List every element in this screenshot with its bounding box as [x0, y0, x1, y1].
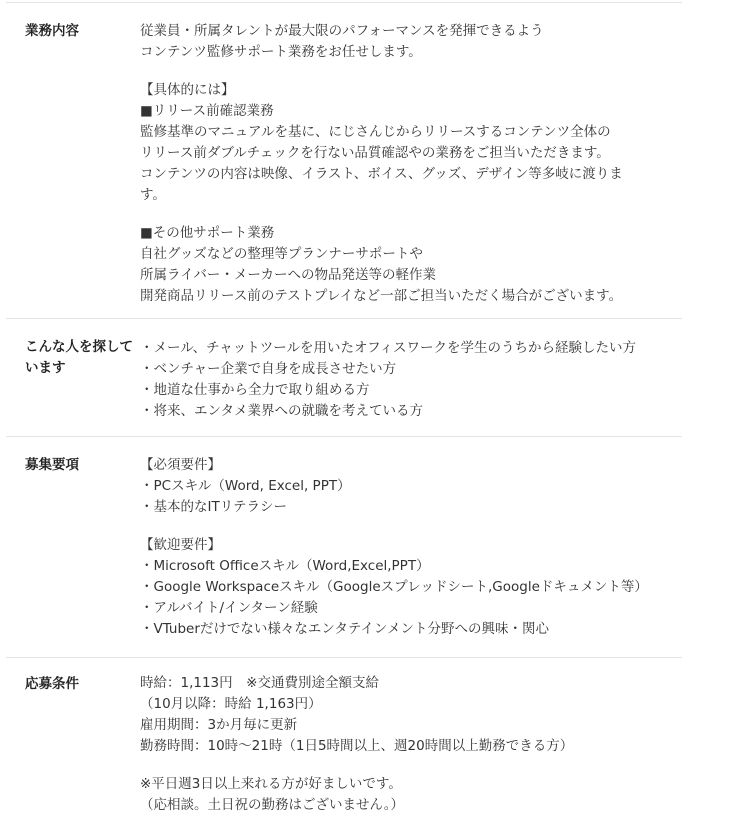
text-line: ・基本的なITリテラシー	[140, 499, 287, 515]
job-detail-table	[6, 3, 682, 818]
text-line: コンテンツの内容は映像、イラスト、ボイス、グッズ、デザイン等多岐に渡りま	[140, 166, 623, 182]
text-line: （応相談。土日祝の勤務はございません。）	[140, 797, 405, 813]
section-content	[140, 319, 682, 436]
section-job-description	[6, 3, 682, 319]
text-line: ■その他サポート業務	[140, 225, 275, 241]
text-line: ・将来、エンタメ業界への就職を考えている方	[140, 403, 423, 419]
section-requirements	[6, 437, 682, 658]
text-line: 従業員・所属タレントが最大限のパフォーマンスを発揮できるよう	[140, 23, 544, 39]
text-line: 所属ライバー・メーカーへの物品発送等の軽作業	[140, 267, 437, 283]
text-line: 時給：1,113円 ※交通費別途全額支給	[140, 675, 379, 691]
label-line: こんな人を探して	[25, 339, 133, 355]
text-line: ・ベンチャー企業で自身を成長させたい方	[140, 361, 397, 377]
section-content	[140, 437, 682, 657]
text-line: す。	[140, 187, 166, 203]
section-target-person	[6, 319, 682, 437]
text-line: リリース前ダブルチェックを行ない品質確認やの業務をご担当いただきます。	[140, 145, 610, 161]
text-line: （10月以降：時給 1,163円）	[140, 696, 322, 712]
section-conditions	[6, 658, 682, 818]
section-label	[6, 319, 140, 436]
text-line: 【具体的には】	[140, 82, 235, 98]
section-content	[140, 658, 682, 818]
text-line: ・VTuberだけでない様々なエンタテインメント分野への興味・関心	[140, 621, 550, 637]
text-line: 監修基準のマニュアルを基に、にじさんじからリリースするコンテンツ全体の	[140, 124, 611, 140]
text-line: ・地道な仕事から全力で取り組める方	[140, 382, 370, 398]
text-line: 【必須要件】	[140, 457, 221, 473]
text-line: ・PCスキル（Word, Excel, PPT）	[140, 478, 351, 494]
section-content	[140, 3, 682, 318]
text-line: ・メール、チャットツールを用いたオフィスワークを学生のうちから経験したい方	[140, 340, 636, 356]
text-line: 【歓迎要件】	[140, 537, 221, 553]
text-line: 勤務時間：10時〜21時（1日5時間以上、週20時間以上勤務できる方）	[140, 738, 574, 754]
label-line: います	[25, 360, 66, 376]
text-line: 雇用期間：3か月毎に更新	[140, 717, 298, 733]
text-line: ・Microsoft Officeスキル（Word,Excel,PPT）	[140, 558, 430, 574]
text-line: ■リリース前確認業務	[140, 103, 274, 119]
section-label: 業務内容	[25, 23, 79, 39]
text-line: コンテンツ監修サポート業務をお任せします。	[140, 44, 422, 60]
section-label: 募集要項	[25, 457, 79, 473]
text-line: ・Google Workspaceスキル（Googleスプレッドシート,Googleドキュメント等）	[140, 579, 648, 595]
section-label: 応募条件	[25, 676, 79, 692]
text-line: ※平日週3日以上来れる方が好ましいです。	[140, 776, 402, 792]
text-line: ・アルバイト/インターン経験	[140, 600, 318, 616]
text-line: 自社グッズなどの整理等プランナーサポートや	[140, 246, 423, 262]
text-line: 開発商品リリース前のテストプレイなど一部ご担当いただく場合がございます。	[140, 288, 623, 304]
